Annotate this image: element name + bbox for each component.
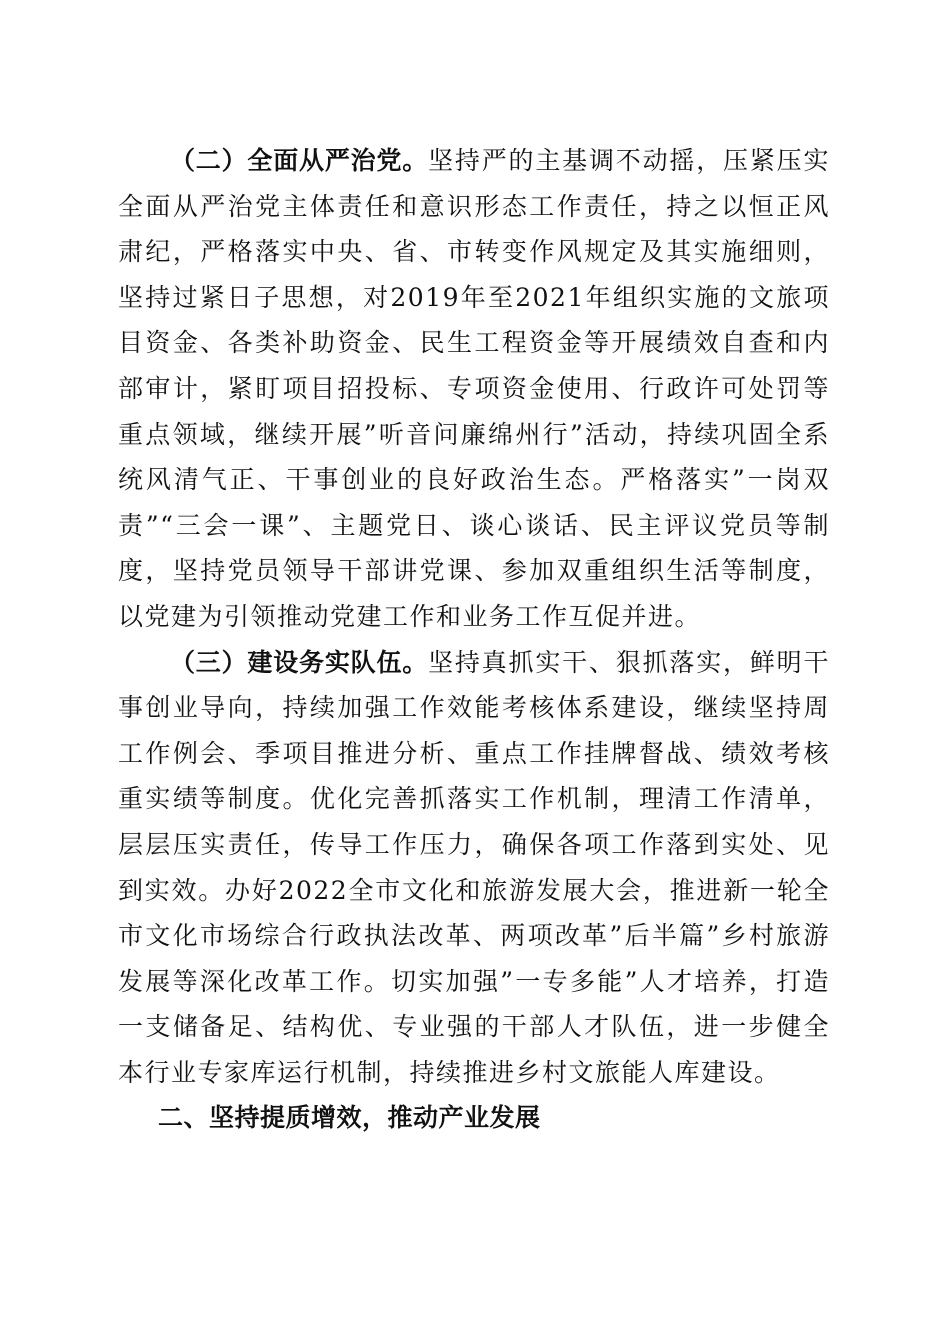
paragraph-team-building xyxy=(118,640,830,1096)
paragraph-party-governance xyxy=(118,138,830,640)
paragraph-text: 坚持真抓实干、狠抓落实，鲜明干事创业导向，持续加强工作效能考核体系建设，继续坚持周工作例会、季项目推进分析、重点工作挂牌督战、绩效考核重实绩等制度。优化完善抓落实工作机制，理清工作清单，层层压实责任，传导工作压力，确保各项工作落到实处、见到实效。办好2022全市文化和旅游发展大会，推进新一轮全市文化市场综合行政执法改革、两项改革”后半篇”乡村旅游发展等深化改革工作。切实加强”一专多能”人才培养，打造一支储备足、结构优、专业强的干部人才队伍，进一步健全本行业专家库运行机制，持续推进乡村文旅能人库建设。 xyxy=(118,647,830,1087)
paragraph-text: 坚持严的主基调不动摇，压紧压实全面从严治党主体责任和意识形态工作责任，持之以恒正风肃纪，严格落实中央、省、市转变作风规定及其实施细则，坚持过紧日子思想，对2019年至2021年组织实施的文旅项目资金、各类补助资金、民生工程资金等开展绩效自查和内部审计，紧盯项目招投标、专项资金使用、行政许可处罚等重点领域，继续开展”听音问廉绵州行”活动，持续巩固全系统风清气正、干事创业的良好政治生态。严格落实”一岗双责”“三会一课”、主题党日、谈心谈话、民主评议党员等制度，坚持党员领导干部讲党课、参加双重组织生活等制度，以党建为引领推动党建工作和业务工作互促并进。 xyxy=(118,146,830,631)
section-heading: 二、坚持提质增效，推动产业发展 xyxy=(158,1103,541,1133)
paragraph-lead-title: （二）全面从严治党。 xyxy=(170,146,429,175)
document-body xyxy=(118,138,830,1141)
paragraph-lead-title: （三）建设务实队伍。 xyxy=(170,647,429,677)
